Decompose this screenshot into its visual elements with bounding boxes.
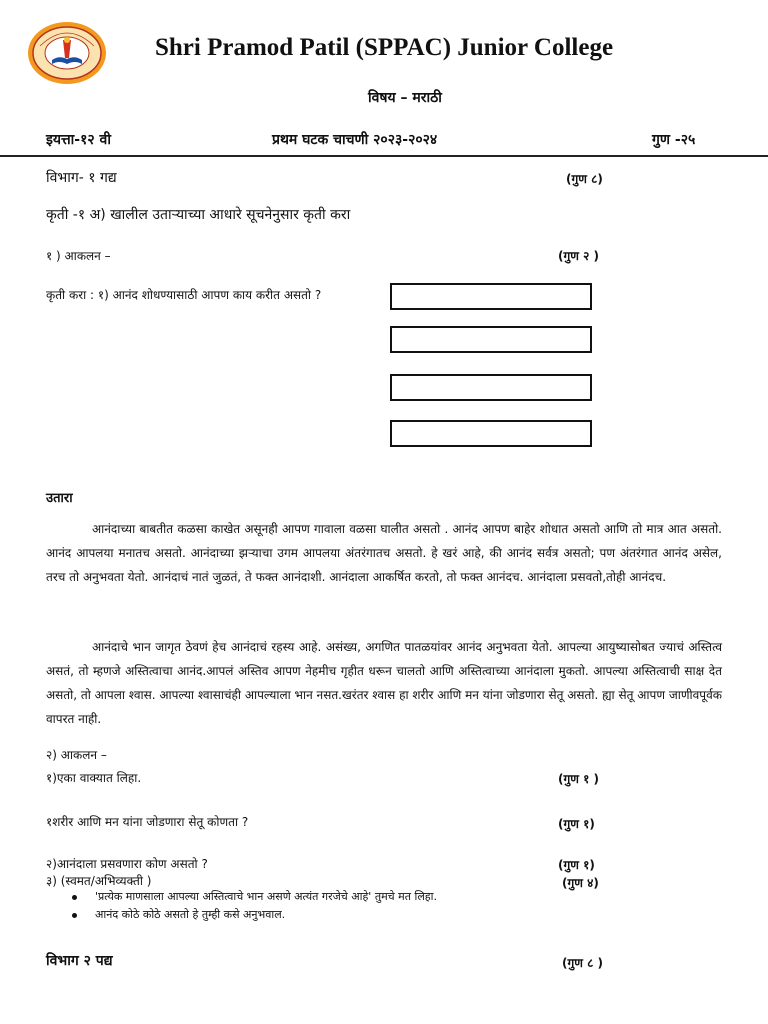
q1-marks: (गुण २ ): [558, 249, 599, 263]
bullet-dot-1: [72, 895, 77, 900]
q1-text: कृती करा : १) आनंद शोधण्यासाठी आपण काय करीत असतो ?: [46, 288, 322, 302]
q2b-text: १शरीर आणि मन यांना जोडणारा सेतू कोणता ?: [46, 815, 249, 829]
answer-box-3[interactable]: [390, 374, 592, 401]
passage-paragraph-2: आनंदाचे भान जागृत ठेवणं हेच आनंदाचं रहस्य आहे. असंख्य, अगणित पातळयांवर आनंद अनुभवता येतो. आपल्या आयुष्यासोबत ज्याचं अस्तित्व असतं, तो म्हणजे अस्तित्वाचा आनंद.आपलं अस्तिव आपण नेहमीच गृहीत धरून चालतो आणि अस्तित्वाच्या आनंदाला मुकतो. आपल्या अस्तित्वाची साक्ष देत असतो, तो आपला श्वास. आपल्या श्वासाचंही आपल्याला भान नसत.खरंतर श्वास हा शरीर आणि मन यांना जोडणारा सेतू असतो. ह्या सेतू आपण जाणीवपूर्वक वापरत नाही.: [46, 640, 722, 726]
q2a-text: १)एका वाक्यात लिहा.: [46, 771, 142, 785]
section1-title: विभाग- १ गद्य: [46, 170, 117, 186]
q3-bullet-2: आनंद कोठे कोठे असतो हे तुम्ही कसे अनुभवाल.: [95, 908, 286, 921]
subject-title: विषय – मराठी: [368, 90, 442, 106]
answer-box-4[interactable]: [390, 420, 592, 447]
q1-label: १ ) आकलन –: [46, 249, 111, 263]
header-divider: [0, 155, 768, 157]
passage-paragraph-1: आनंदाच्या बाबतीत कळसा काखेत असूनही आपण गावाला वळसा घालीत असतो . आनंद आपण बाहेर शोधात असतो आणि तो मात्र आत असतो. आनंद आपलया मनातच असतो. आनंदाच्या झऱ्याचा उगम आपलया अंतरंगातच असतो. हे खरं आहे, की आनंद सर्वत्र असतो; पण अंतरंगात आनंद असेल, तरच तो अनुभवता येतो. आनंदाचं नातं जुळतं, ते फक्त आनंदाशी. आनंदाला आकर्षित करतो, तो फक्त आनंदच. आनंदाला प्रसवतो,तोही आनंदच.: [46, 522, 722, 584]
q3-marks: (गुण ४): [562, 876, 599, 890]
passage-heading: उतारा: [46, 491, 73, 506]
section2-title: विभाग २ पद्य: [46, 953, 113, 969]
q3-label: ३) (स्वमत/अभिव्यक्ती ): [46, 874, 152, 888]
activity-title: कृती -१ अ) खालील उताऱ्याच्या आधारे सूचनेनुसार कृती करा: [46, 207, 351, 223]
q2c-text: २)आनंदाला प्रसवणारा कोण असतो ?: [46, 857, 208, 871]
q2c-marks: (गुण १): [558, 858, 595, 872]
q2b-marks: (गुण १): [558, 817, 595, 831]
q2a-marks: (गुण १ ): [558, 772, 599, 786]
total-marks: गुण -२५: [652, 132, 696, 148]
section2-marks: (गुण ८ ): [562, 956, 603, 970]
section1-marks: (गुण ८): [566, 172, 603, 186]
college-logo: [26, 20, 108, 86]
bullet-dot-2: [72, 913, 77, 918]
answer-box-1[interactable]: [390, 283, 592, 310]
exam-title: प्रथम घटक चाचणी २०२३-२०२४: [272, 132, 438, 148]
q3-bullet-1: 'प्रत्येक माणसाला आपल्या अस्तित्वाचे भान असणे अत्यंत गरजेचे आहे' तुमचे मत लिहा.: [95, 890, 437, 903]
class-label: इयत्ता-१२ वी: [46, 132, 111, 148]
answer-box-2[interactable]: [390, 326, 592, 353]
q2-label: २) आकलन –: [46, 748, 107, 762]
college-name: Shri Pramod Patil (SPPAC) Junior College: [155, 34, 614, 61]
